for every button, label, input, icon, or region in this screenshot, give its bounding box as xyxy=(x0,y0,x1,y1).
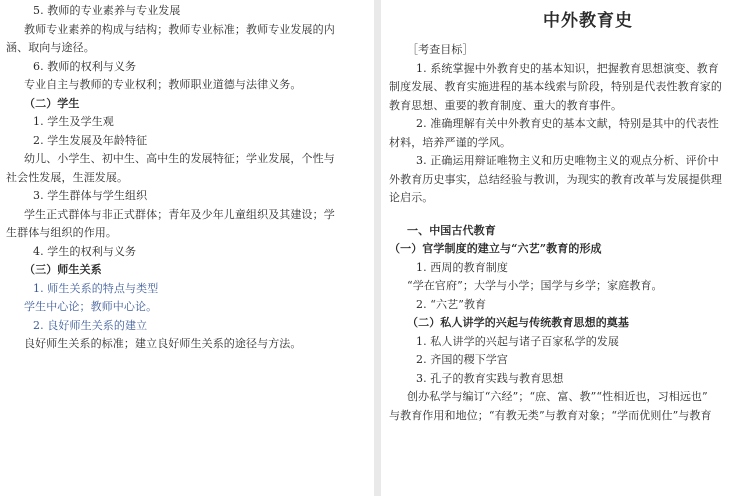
text-line: 良好师生关系的标准；建立良好师生关系的途径与方法。 xyxy=(24,337,302,350)
text-line: 2. 齐国的稷下学宫 xyxy=(416,353,508,366)
text-line: “学在官府”；大学与小学；国学与乡学；家庭教育。 xyxy=(407,279,663,292)
text-line: 制度发展、教育实施进程的基本线索与阶段，特别是代表性教育家的 xyxy=(389,80,722,93)
text-line: 5. 教师的专业素养与专业发展 xyxy=(33,4,181,17)
text-line: 生群体与组织的作用。 xyxy=(6,226,117,239)
text-line: 材料，培养严谨的学风。 xyxy=(389,135,512,149)
text-line: 6. 教师的权利与义务 xyxy=(33,59,137,73)
text-line: （二）私人讲学的兴起与传统教育思想的奠基 xyxy=(407,316,629,329)
page-title: 中外教育史 xyxy=(543,11,633,31)
text-line: 3. 孔子的教育实践与教育思想 xyxy=(416,371,564,385)
text-line: 1. 系统掌握中外教育史的基本知识，把握教育思想演变、教育 xyxy=(416,61,719,75)
text-line: 教育思想、重要的教育制度、重大的教育事件。 xyxy=(389,98,623,112)
text-line: 专业自主与教师的专业权利；教师职业道德与法律义务。 xyxy=(24,78,302,91)
right-page xyxy=(381,0,755,496)
text-line: 4. 学生的权利与义务 xyxy=(33,244,137,258)
text-line: 教师专业素养的构成与结构；教师专业标准；教师专业发展的内 xyxy=(24,22,335,36)
text-line: ［考查目标］ xyxy=(407,43,474,56)
text-line: （二）学生 xyxy=(24,96,80,110)
text-line: 论启示。 xyxy=(389,191,434,204)
text-line: 幼儿、小学生、初中生、高中生的发展特征；学业发展，个性与 xyxy=(24,152,335,165)
text-line: 2. 准确理解有关中外教育史的基本文献，特别是其中的代表性 xyxy=(416,117,719,130)
text-line: 创办私学与编订“六经”；“庶、富、教”“性相近也，习相远也” xyxy=(407,390,708,403)
text-line: 一、中国古代教育 xyxy=(407,223,496,237)
text-line: 3. 正确运用辩证唯物主义和历史唯物主义的观点分析、评价中 xyxy=(416,154,719,167)
text-line: 1. 私人讲学的兴起与诸子百家私学的发展 xyxy=(416,334,619,348)
text-line: 2. 良好师生关系的建立 xyxy=(33,318,148,332)
text-line: 外教育历史事实，总结经验与教训，为现实的教育改革与发展提供理 xyxy=(389,172,722,186)
text-line: 2. 学生发展及年龄特征 xyxy=(33,133,148,147)
text-line: （一）官学制度的建立与“六艺”教育的形成 xyxy=(389,242,602,255)
text-line: 1. 西周的教育制度 xyxy=(416,260,508,274)
text-line: 2. “六艺”教育 xyxy=(416,297,487,311)
text-line: 与教育作用和地位；“有教无类”与教育对象；“学而优则仕”与教育 xyxy=(389,408,712,422)
text-line: 涵、取向与途径。 xyxy=(6,41,95,54)
text-line: 学生中心论；教师中心论。 xyxy=(24,300,158,313)
text-line: 社会性发展，生涯发展。 xyxy=(6,170,129,184)
text-line: 学生正式群体与非正式群体；青年及少年儿童组织及其建设；学 xyxy=(24,207,335,221)
right-page-body xyxy=(389,41,747,425)
text-line: （三）师生关系 xyxy=(24,263,102,276)
left-page xyxy=(0,0,374,496)
text-line: 1. 学生及学生观 xyxy=(33,115,114,128)
text-line: 3. 学生群体与学生组织 xyxy=(33,189,148,202)
text-line: 1. 师生关系的特点与类型 xyxy=(33,281,159,295)
section-gap xyxy=(389,208,747,222)
